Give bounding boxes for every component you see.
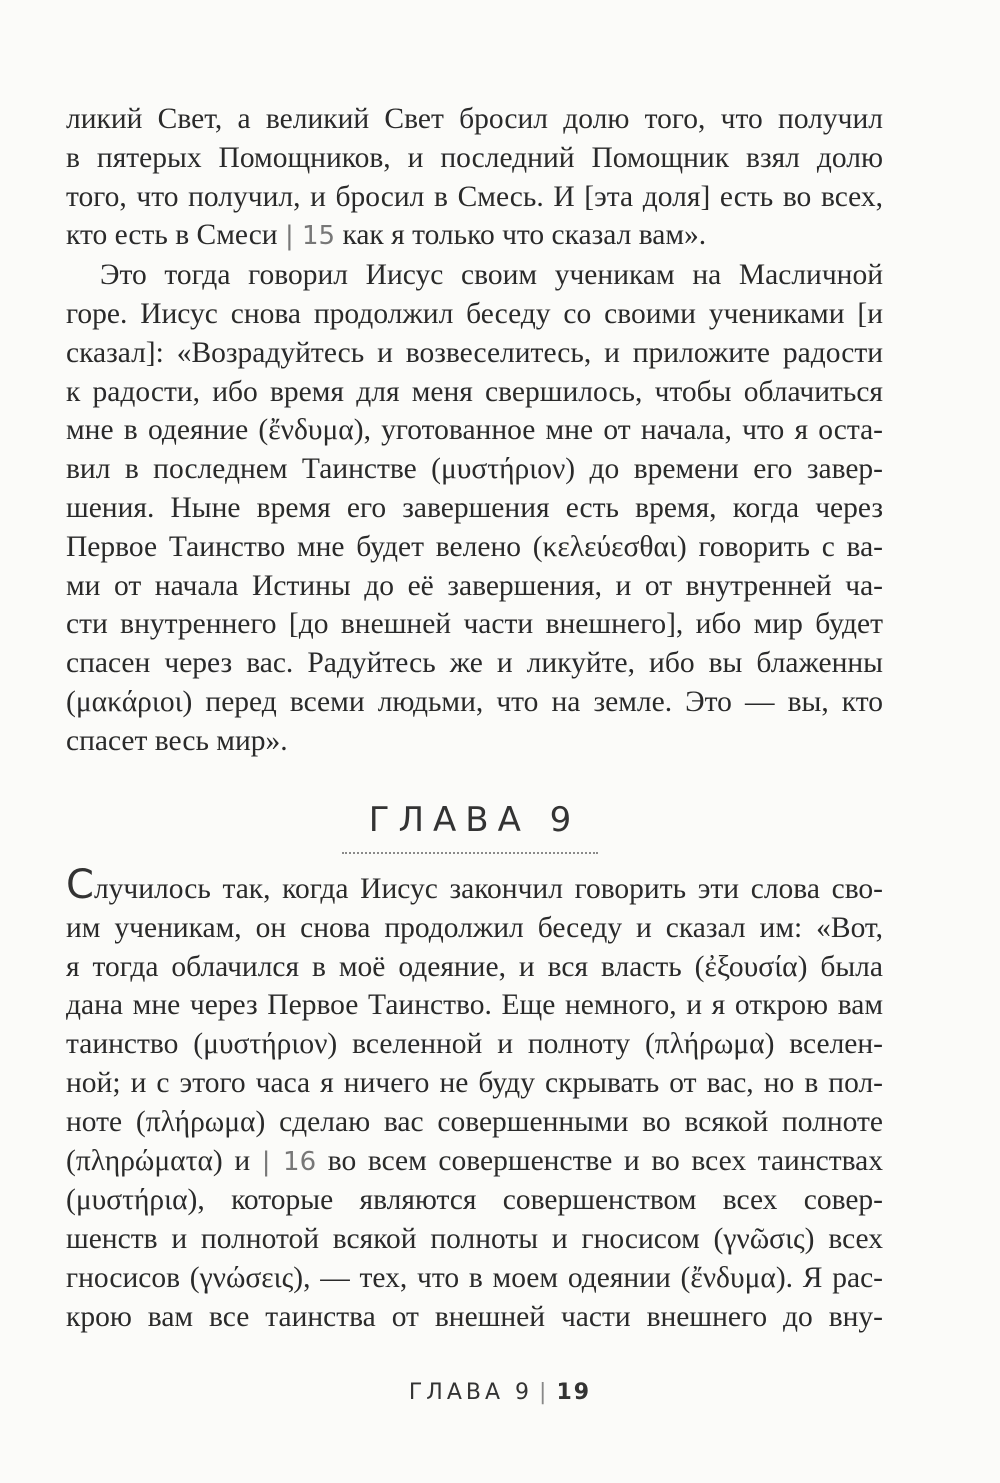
text-line: я тогда облачился в моё одеяние, и вся власть (ἐξουσία) была bbox=[66, 950, 883, 983]
drop-cap: С bbox=[66, 862, 94, 908]
text-line: гносисов (γνώσεις), — тех, что в моем одеянии (ἔνδυμα). Я рас- bbox=[66, 1261, 883, 1294]
text-line bbox=[66, 216, 883, 256]
text-line: таинство (μυστήριον) вселенной и полноту (πλήρωμα) вселен- bbox=[66, 1028, 883, 1061]
page-body bbox=[66, 100, 883, 1333]
text-line: Это тогда говорил Иисус своим ученикам на Масличной bbox=[100, 259, 883, 292]
paragraph-1 bbox=[66, 100, 883, 256]
text-line: ми от начала Истины до её завершения, и от внутренней ча- bbox=[66, 569, 883, 602]
footer-separator: | bbox=[539, 1380, 551, 1405]
text-line: того, что получил, и бросил в Смесь. И [эта доля] есть во всех, bbox=[66, 180, 883, 213]
text-line: крою вам все таинства от внешней части внешнего до вну- bbox=[66, 1300, 883, 1333]
text-fragment: лучилось так, когда Иисус закончил говорить эти слова сво- bbox=[93, 873, 883, 905]
page-marker: | 16 bbox=[261, 1146, 317, 1177]
text-fragment: во всем совершенстве и во всех таинствах bbox=[316, 1144, 883, 1177]
text-line: ной; и с этого часа я ничего не буду скрывать от вас, но в пол- bbox=[66, 1066, 883, 1099]
text-line: ликий Свет, а великий Свет бросил долю того, что получил bbox=[66, 103, 883, 135]
text-line bbox=[66, 1142, 883, 1182]
text-fragment: как я только что сказал вам». bbox=[335, 219, 707, 252]
running-footer bbox=[0, 1380, 1000, 1405]
text-line: сти внутреннего [до внешней части внешнего], ибо мир будет bbox=[66, 608, 883, 641]
text-fragment: кто есть в Смеси bbox=[66, 219, 285, 252]
text-line: горе. Иисус снова продолжил беседу со своими учениками [и bbox=[66, 297, 883, 330]
text-fragment: (πληρώματα) и bbox=[66, 1144, 262, 1177]
chapter-heading: ГЛАВА 9 bbox=[368, 800, 581, 840]
text-line: спасен через вас. Радуйтесь же и ликуйте, ибо вы блаженны bbox=[66, 647, 883, 680]
text-line: к радости, ибо время для меня свершилось, чтобы облачиться bbox=[66, 375, 883, 408]
text-line: им ученикам, он снова продолжил беседу и сказал им: «Вот, bbox=[66, 911, 883, 944]
chapter-divider bbox=[342, 852, 598, 854]
text-line: мне в одеяние (ἔνδυμα), уготованное мне от начала, что я оста- bbox=[66, 414, 883, 447]
text-line: Первое Таинство мне будет велено (κελεύεσθαι) говорить с ва- bbox=[66, 530, 883, 563]
text-line: в пятерых Помощников, и последний Помощник взял долю bbox=[66, 141, 883, 174]
text-line: сказал]: «Возрадуйтесь и возвеселитесь, и приложите радости bbox=[66, 336, 883, 369]
paragraph-2 bbox=[66, 256, 883, 760]
footer-chapter-label: ГЛАВА 9 bbox=[408, 1380, 534, 1405]
text-line: дана мне через Первое Таинство. Еще немного, и я открою вам bbox=[66, 989, 883, 1022]
text-line bbox=[66, 862, 883, 909]
text-line: шения. Ныне время его завершения есть время, когда через bbox=[66, 491, 883, 524]
page-number: 19 bbox=[556, 1380, 592, 1405]
page-marker: | 15 bbox=[284, 221, 336, 252]
text-line: (μυστήρια), которые являются совершенством всех совер- bbox=[66, 1184, 883, 1217]
text-line: шенств и полнотой всякой полноты и гносисом (γνῶσις) всех bbox=[66, 1223, 883, 1256]
text-line: ноте (πλήρωμα) сделаю вас совершенными во всякой полноте bbox=[66, 1105, 883, 1138]
text-line: спасет весь мир». bbox=[66, 724, 288, 757]
paragraph-3 bbox=[66, 862, 883, 1337]
text-line: (μακάριοι) перед всеми людьми, что на земле. Это — вы, кто bbox=[66, 685, 883, 718]
text-line: вил в последнем Таинстве (μυστήριον) до времени его завер- bbox=[66, 453, 883, 486]
